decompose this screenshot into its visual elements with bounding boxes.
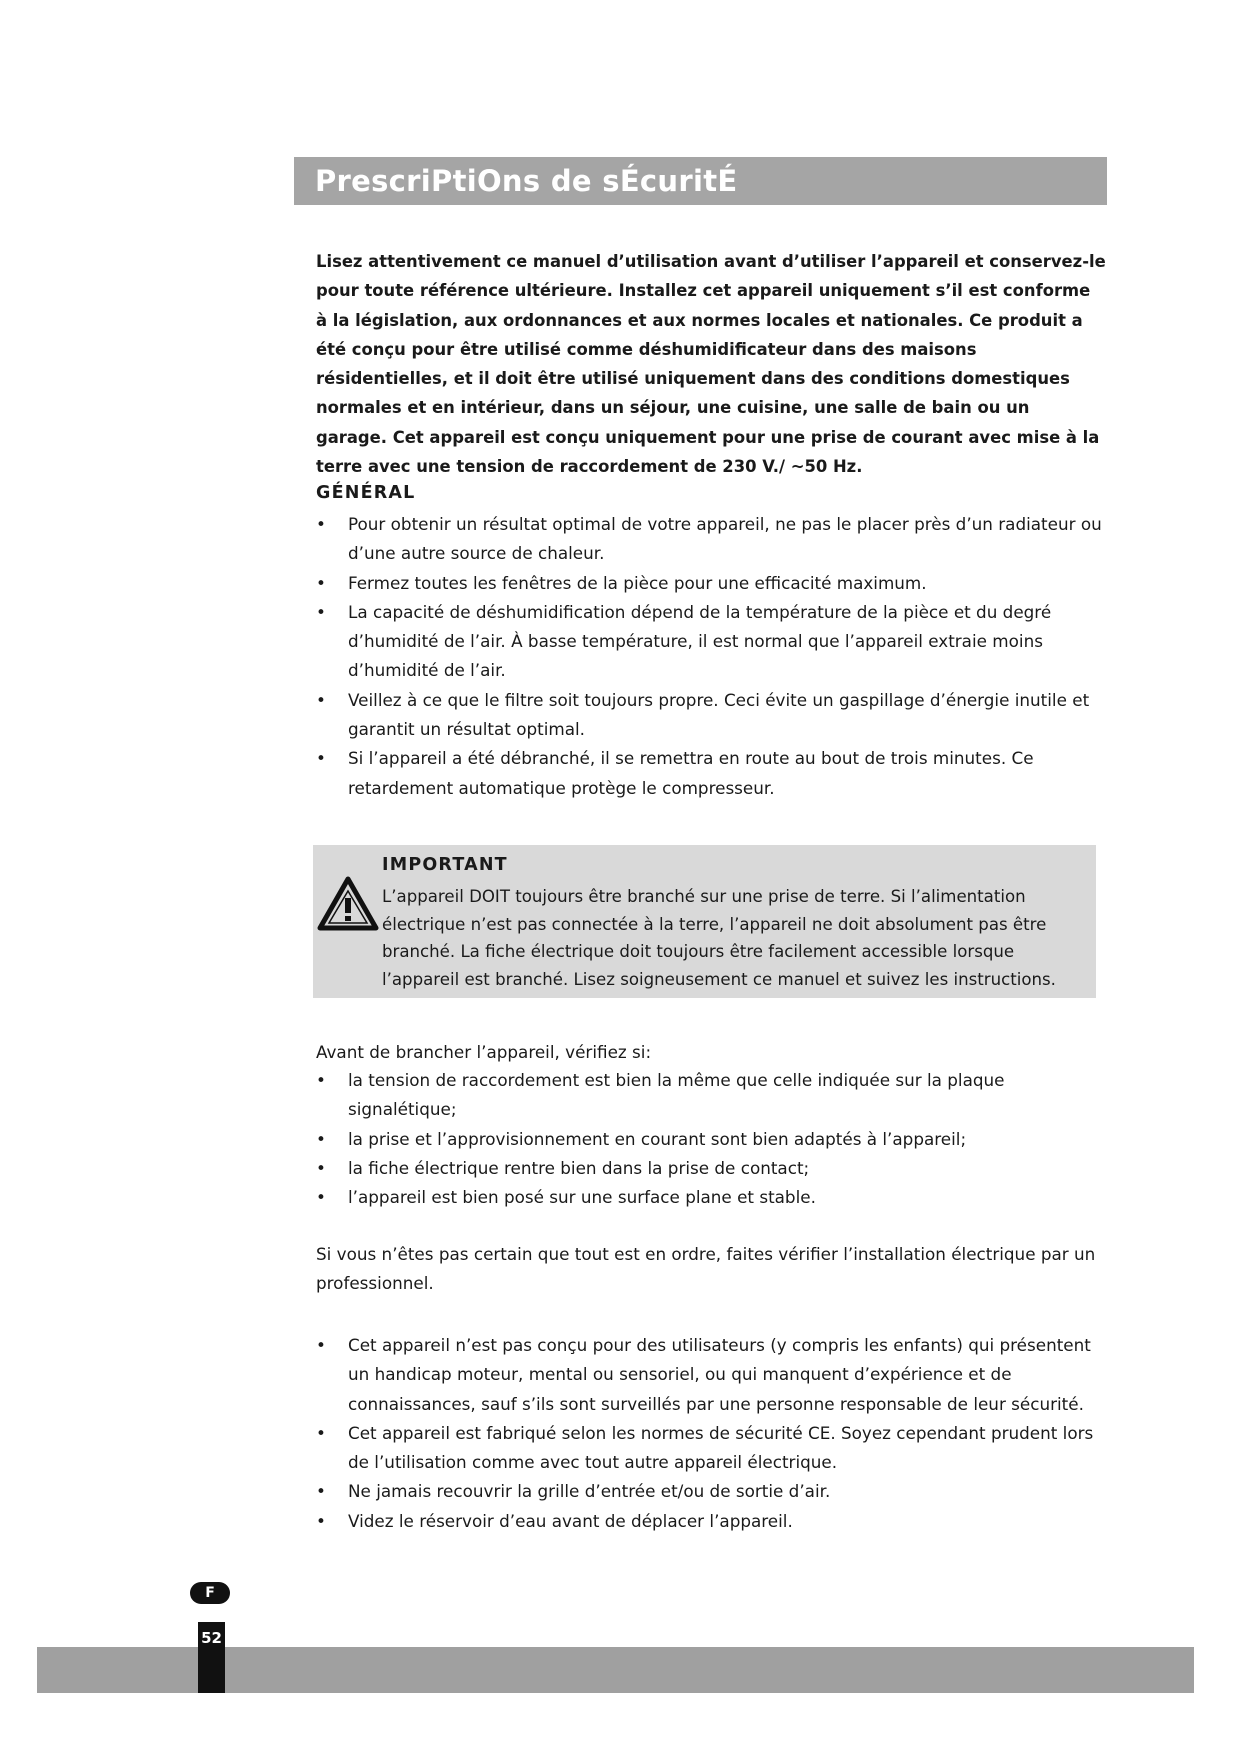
list-item: • Si l’appareil a été débranché, il se remettra en route au bout de trois minutes. Ce retardement automatique protège le compresseur. — [316, 744, 1106, 803]
warning-triangle-icon — [317, 876, 379, 932]
page-title: PrescriPtiOns de sÉcuritÉ — [315, 164, 738, 198]
list-item: • la prise et l’approvisionnement en courant sont bien adaptés à l’appareil; — [316, 1125, 1106, 1154]
bullet-icon: • — [316, 1481, 326, 1502]
title-bar — [294, 157, 1107, 205]
list-item: • Cet appareil n’est pas conçu pour des utilisateurs (y compris les enfants) qui présentent un handicap moteur, mental ou sensoriel, ou qui manquent d’expérience et de connaissances, sauf s’ils sont surveillés par une personne responsable de leur sécurité. — [316, 1331, 1106, 1419]
list-item: • Fermez toutes les fenêtres de la pièce pour une efficacité maximum. — [316, 569, 1106, 598]
list-item: • Cet appareil est fabriqué selon les normes de sécurité CE. Soyez cependant prudent lors de l’utilisation comme avec tout autre appareil électrique. — [316, 1419, 1106, 1478]
bullet-icon: • — [316, 689, 326, 710]
bullet-icon: • — [316, 1157, 326, 1178]
bullet-icon: • — [316, 1510, 326, 1531]
page-number-tab — [198, 1622, 225, 1693]
bullet-icon: • — [316, 1070, 326, 1090]
intro-paragraph: Lisez attentivement ce manuel d’utilisation avant d’utiliser l’appareil et conservez-le pour toute référence ultérieure. Installez cet appareil uniquement s’il est conforme à la législation, aux ordonnances et aux normes locales et nationales. Ce produit a été conçu pour être utilisé comme déshumidificateur dans des maisons résidentielles, et il doit être utilisé uniquement dans des conditions domestiques normales et en intérieur, dans un séjour, une cuisine, une salle de bain ou un garage. Cet appareil est conçu uniquement pour une prise de courant avec mise à la terre avec une tension de raccordement de 230 V./ ~50 Hz. — [316, 252, 1106, 477]
professional-check-paragraph: Si vous n’êtes pas certain que tout est en ordre, faites vérifier l’installation électrique par un professionnel. — [316, 1244, 1096, 1294]
important-text: L’appareil DOIT toujours être branché sur une prise de terre. Si l’alimentation électrique n’est pas connectée à la terre, l’appareil ne doit absolument pas être branché. La fiche électrique doit toujours être facilement accessible lorsque l’appareil est branché. Lisez soigneusement ce manuel et suivez les instructions. — [382, 887, 1056, 989]
list-item: • l’appareil est bien posé sur une surface plane et stable. — [316, 1183, 1106, 1212]
list-item: • la tension de raccordement est bien la même que celle indiquée sur la plaque signalétique; — [316, 1066, 1106, 1125]
page-number: 52 — [201, 1629, 222, 1647]
list-item: • Veillez à ce que le filtre soit toujours propre. Ceci évite un gaspillage d’énergie inutile et garantit un résultat optimal. — [316, 686, 1106, 745]
section-heading-general: GÉNÉRAL — [316, 483, 416, 503]
important-heading: IMPORTANT — [382, 855, 508, 875]
extra-safety-list — [316, 1331, 1106, 1536]
list-item: • Pour obtenir un résultat optimal de votre appareil, ne pas le placer près d’un radiateur ou d’une autre source de chaleur. — [316, 510, 1106, 569]
check-intro: Avant de brancher l’appareil, vérifiez si: — [316, 1042, 652, 1062]
check-list — [316, 1066, 1106, 1212]
general-list — [316, 510, 1106, 803]
bullet-icon: • — [316, 514, 326, 534]
important-notice-box — [313, 845, 1096, 998]
bullet-icon: • — [316, 748, 326, 769]
list-item: • Videz le réservoir d’eau avant de déplacer l’appareil. — [316, 1507, 1106, 1536]
bullet-icon: • — [316, 1422, 326, 1443]
bullet-icon: • — [316, 1187, 326, 1208]
bullet-icon: • — [316, 572, 326, 593]
bullet-icon: • — [316, 601, 326, 622]
list-item: • Ne jamais recouvrir la grille d’entrée et/ou de sortie d’air. — [316, 1477, 1106, 1506]
list-item: • La capacité de déshumidification dépend de la température de la pièce et du degré d’humidité de l’air. À basse température, il est normal que l’appareil extraie moins d’humidité de l’air. — [316, 598, 1106, 686]
bullet-icon: • — [316, 1335, 326, 1355]
bullet-icon: • — [316, 1128, 326, 1149]
language-badge: F — [190, 1582, 230, 1604]
list-item: • la fiche électrique rentre bien dans la prise de contact; — [316, 1154, 1106, 1183]
